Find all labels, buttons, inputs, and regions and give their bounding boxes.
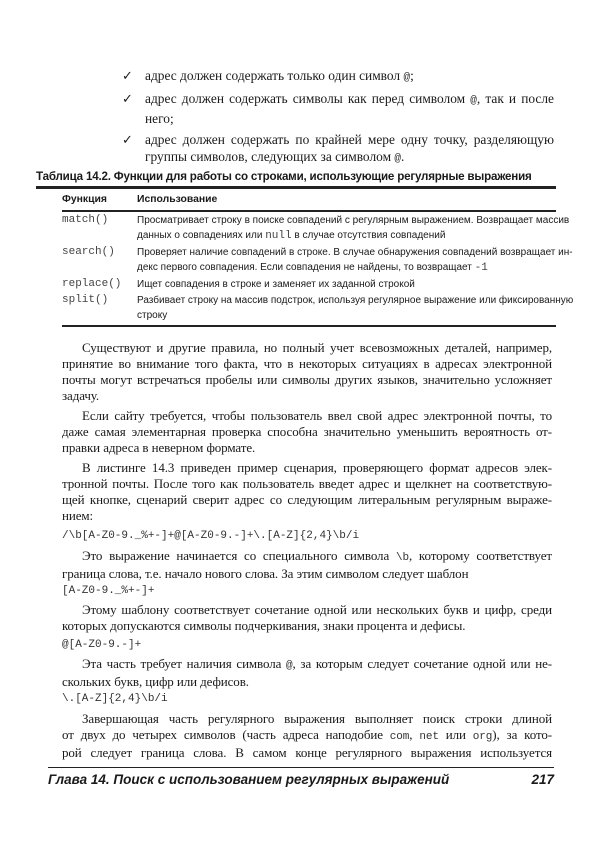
text-span: Это выражение начинается со специального символа xyxy=(82,548,396,563)
function-name: split() xyxy=(62,294,109,306)
table-header-function: Функция xyxy=(62,194,107,205)
bullet-item xyxy=(122,67,554,87)
bullet-text: него; xyxy=(145,111,174,126)
text-line: Существуют и другие правила, но полный учет всевозможных деталей, например, xyxy=(82,340,552,355)
bullet-item xyxy=(122,131,554,168)
function-name: search() xyxy=(62,246,115,258)
text-line: принятие во внимание того факта, что в некоторых ситуациях в адресах электронной xyxy=(62,356,552,371)
inline-code: @ xyxy=(394,153,402,165)
paragraph xyxy=(62,602,552,634)
inline-code: @ xyxy=(470,95,477,107)
function-name: match() xyxy=(62,214,109,226)
checkmark-icon: ✓ xyxy=(122,68,133,83)
text-span: , xyxy=(409,727,420,742)
function-description: Ищет совпадения в строке и заменяет их заданной строкой xyxy=(137,279,415,290)
text-line: В листинге 14.3 приведен пример сценария, проверяющего формат адресов элек- xyxy=(82,460,552,475)
bullet-text: адрес должен содержать символы как перед символом xyxy=(145,91,471,106)
function-description: данных о совпадениях или xyxy=(137,230,266,241)
inline-code: net xyxy=(419,731,439,743)
text-line: даже самая элементарная проверка способна значительно уменьшить вероятность от- xyxy=(62,424,552,439)
table-bottom-rule xyxy=(62,325,556,327)
bullet-text: , так и после xyxy=(476,91,554,106)
page-number: 217 xyxy=(531,772,554,787)
function-name: replace() xyxy=(62,278,122,290)
text-span: Эта часть требует наличия символа xyxy=(82,656,287,671)
text-line: Если сайту требуется, чтобы пользователь ввел свой адрес электронной почты, то xyxy=(82,408,552,423)
inline-code: org xyxy=(472,731,493,743)
bullet-text: адрес должен содержать только один символ xyxy=(145,68,404,83)
paragraph xyxy=(62,460,552,524)
text-line: Этому шаблону соответствует сочетание одной или нескольких букв и цифр, среди xyxy=(82,602,552,617)
text-line: правки адреса в неверном формате. xyxy=(62,440,256,455)
inline-code: \b xyxy=(395,552,409,564)
code-line: @[A-Z0-9.-]+ xyxy=(62,639,142,651)
paragraph xyxy=(62,656,552,690)
text-line: скольких букв, цифр или дефисов. xyxy=(62,674,249,689)
text-line: нием: xyxy=(62,508,94,523)
paragraph xyxy=(62,340,552,404)
bullet-text: группы символов, следующих за символом xyxy=(145,149,395,164)
paragraph xyxy=(62,408,552,456)
paragraph xyxy=(62,548,552,582)
table-top-rule xyxy=(36,186,556,189)
text-line: почты могут встречаться пробелы или символы других языков, значительно усложняет xyxy=(62,372,552,387)
text-span: , которому соответствует xyxy=(408,548,552,563)
text-span: ), за кото- xyxy=(492,727,552,742)
text-line: тронной почты. После того как пользователь введет адрес и щелкнет на соответствую- xyxy=(62,476,552,491)
bullet-item xyxy=(122,90,554,127)
function-description: Разбивает строку на массив подстрок, используя регулярное выражение или фиксированную xyxy=(137,295,574,306)
table-header-usage: Использование xyxy=(137,194,218,205)
text-span: от двух до четырех символов (часть адреса наподобие xyxy=(62,727,390,742)
function-description: в случае отсутствия совпадений xyxy=(291,230,446,241)
function-description: декс первого совпадения. Если совпадения не найдены, то возвращает xyxy=(137,262,475,273)
function-description: Просматривает строку в поиске совпадений с регулярным выражением. Возвращает массив xyxy=(137,215,570,226)
bullet-text: адрес должен содержать по крайней мере одну точку, разделяющую xyxy=(145,132,554,147)
inline-code: null xyxy=(265,230,292,242)
checkmark-icon: ✓ xyxy=(122,132,133,147)
text-line: задачу. xyxy=(62,388,100,403)
function-description: строку xyxy=(137,310,168,321)
text-line: рой следует граница слова. В самом конце регулярного выражения используется xyxy=(62,745,552,760)
inline-code: com xyxy=(389,731,410,743)
bullet-text: ; xyxy=(410,68,414,83)
inline-code: -1 xyxy=(474,262,488,274)
inline-code: @ xyxy=(286,660,293,672)
checkmark-icon: ✓ xyxy=(122,91,133,106)
code-line: \.[A-Z]{2,4}\b/i xyxy=(62,693,168,705)
paragraph xyxy=(62,711,552,761)
table-header-rule xyxy=(62,210,556,212)
text-line: граница слова, т.е. начало нового слова. За этим символом следует шаблон xyxy=(62,566,469,581)
code-line: [A-Z0-9._%+-]+ xyxy=(62,585,155,597)
chapter-title: Глава 14. Поиск с использованием регулярных выражений xyxy=(48,772,450,787)
function-description: Проверяет наличие совпадений в строке. В случае обнаружения совпадений возвращает ин- xyxy=(137,247,573,258)
text-span: или xyxy=(438,727,473,742)
text-span: , за которым следует сочетание одной или не- xyxy=(292,656,553,671)
text-line: щей кнопке, сценарий сверит адрес со следующим литеральным регулярным выраже- xyxy=(62,492,552,507)
table-caption: Таблица 14.2. Функции для работы со строками, использующие регулярные выражения xyxy=(36,170,532,183)
code-line: /\b[A-Z0-9._%+-]+@[A-Z0-9.-]+\.[A-Z]{2,4}\b/i xyxy=(62,530,360,542)
text-line: которых допускаются символы подчеркивания, знаки процента и дефисы. xyxy=(62,618,466,633)
text-line: Завершающая часть регулярного выражения выполняет поиск строки длиной xyxy=(82,711,552,726)
bullet-text: . xyxy=(401,149,405,164)
footer-rule xyxy=(48,767,554,768)
inline-code: @ xyxy=(403,72,411,84)
